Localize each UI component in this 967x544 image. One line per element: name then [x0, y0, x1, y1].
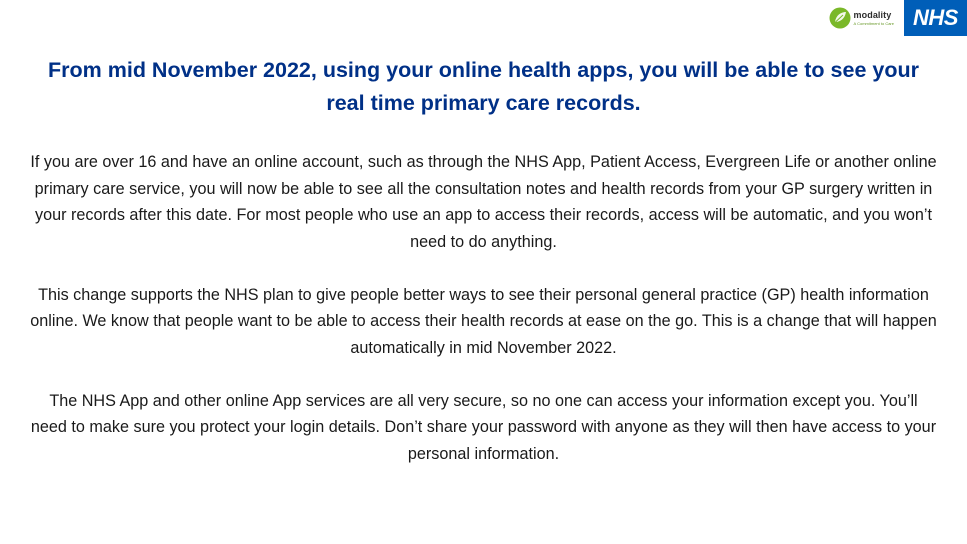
- modality-logo-tagline: A Commitment to Care: [853, 20, 894, 26]
- paragraph-online-access: If you are over 16 and have an online account, such as through the NHS App, Patient Access, Evergreen Life or another online primary care service, you will now be able to see all the consultation notes and health records from your GP surgery written in your records after this date. For most people who use an app to access their records, access will be automatic, and you won’t need to do anything.: [30, 153, 937, 251]
- page-headline: From mid November 2022, using your online health apps, you will be able to see your real time primary care records.: [48, 58, 919, 115]
- paragraph-security: The NHS App and other online App services are all very secure, so no one can access your information except you. You’ll need to make sure you protect your login details. Don’t share your password with anyone as they will then have access to your personal information.: [30, 391, 937, 463]
- nhs-logo: NHS: [904, 0, 967, 36]
- modality-logo: [823, 0, 904, 36]
- main-content: [30, 54, 937, 467]
- modality-logo-name: modality: [853, 9, 892, 20]
- header-logos: [823, 0, 967, 36]
- modality-leaf-icon: [829, 7, 851, 29]
- paragraph-nhs-plan: This change supports the NHS plan to give people better ways to see their personal general practice (GP) health information online. We know that people want to be able to access their health records at ease on the go. This is a change that will happen automatically in mid November 2022.: [30, 285, 937, 357]
